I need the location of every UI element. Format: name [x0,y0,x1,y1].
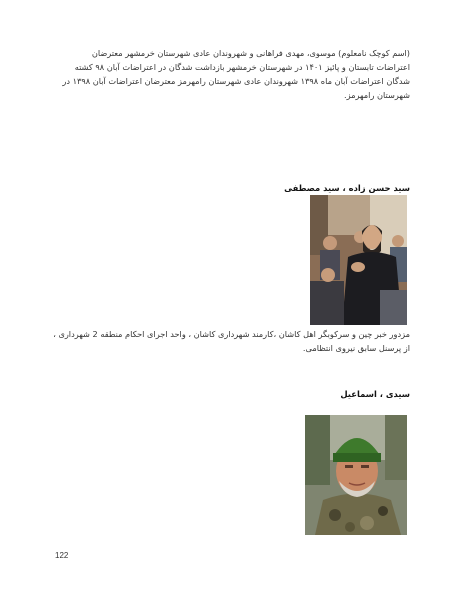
entry-description: مزدور خبر چین و سرکوبگر اهل کاشان ،کارمند شهرداری کاشان ، واحد اجرای احکام منطقه 2 شهرداری ، از پرسنل سابق نیروی انتظامی. [53,329,410,353]
portrait-photo-icon [305,415,407,535]
page-number: 122 [55,551,69,560]
previous-entry-paragraph: (اسم کوچک نامعلوم) موسوی، مهدی فراهانی و شهروندان عادی شهرستان خرمشهر معترضان اعتراضات تابستان و پائیز ۱۴۰۱ در شهرستان خرمشهر بازداشت شدگان در اعتراضات آبان ۹۸ کشته شدگان اعتراضات آبان ماه ۱۳۹۸ شهروندان عادی شهرستان رامهرمز معترضان اعتراضات آبان ۱۳۹۸ در شهرستان رامهرمز. [62,48,410,100]
portrait-photo-icon [310,195,407,325]
entry-heading-seyed-mostafa: سید حسن زاده ، سید مصطفی [284,183,410,193]
entry-heading-esmaeil: سیدی ، اسماعیل [340,389,410,399]
